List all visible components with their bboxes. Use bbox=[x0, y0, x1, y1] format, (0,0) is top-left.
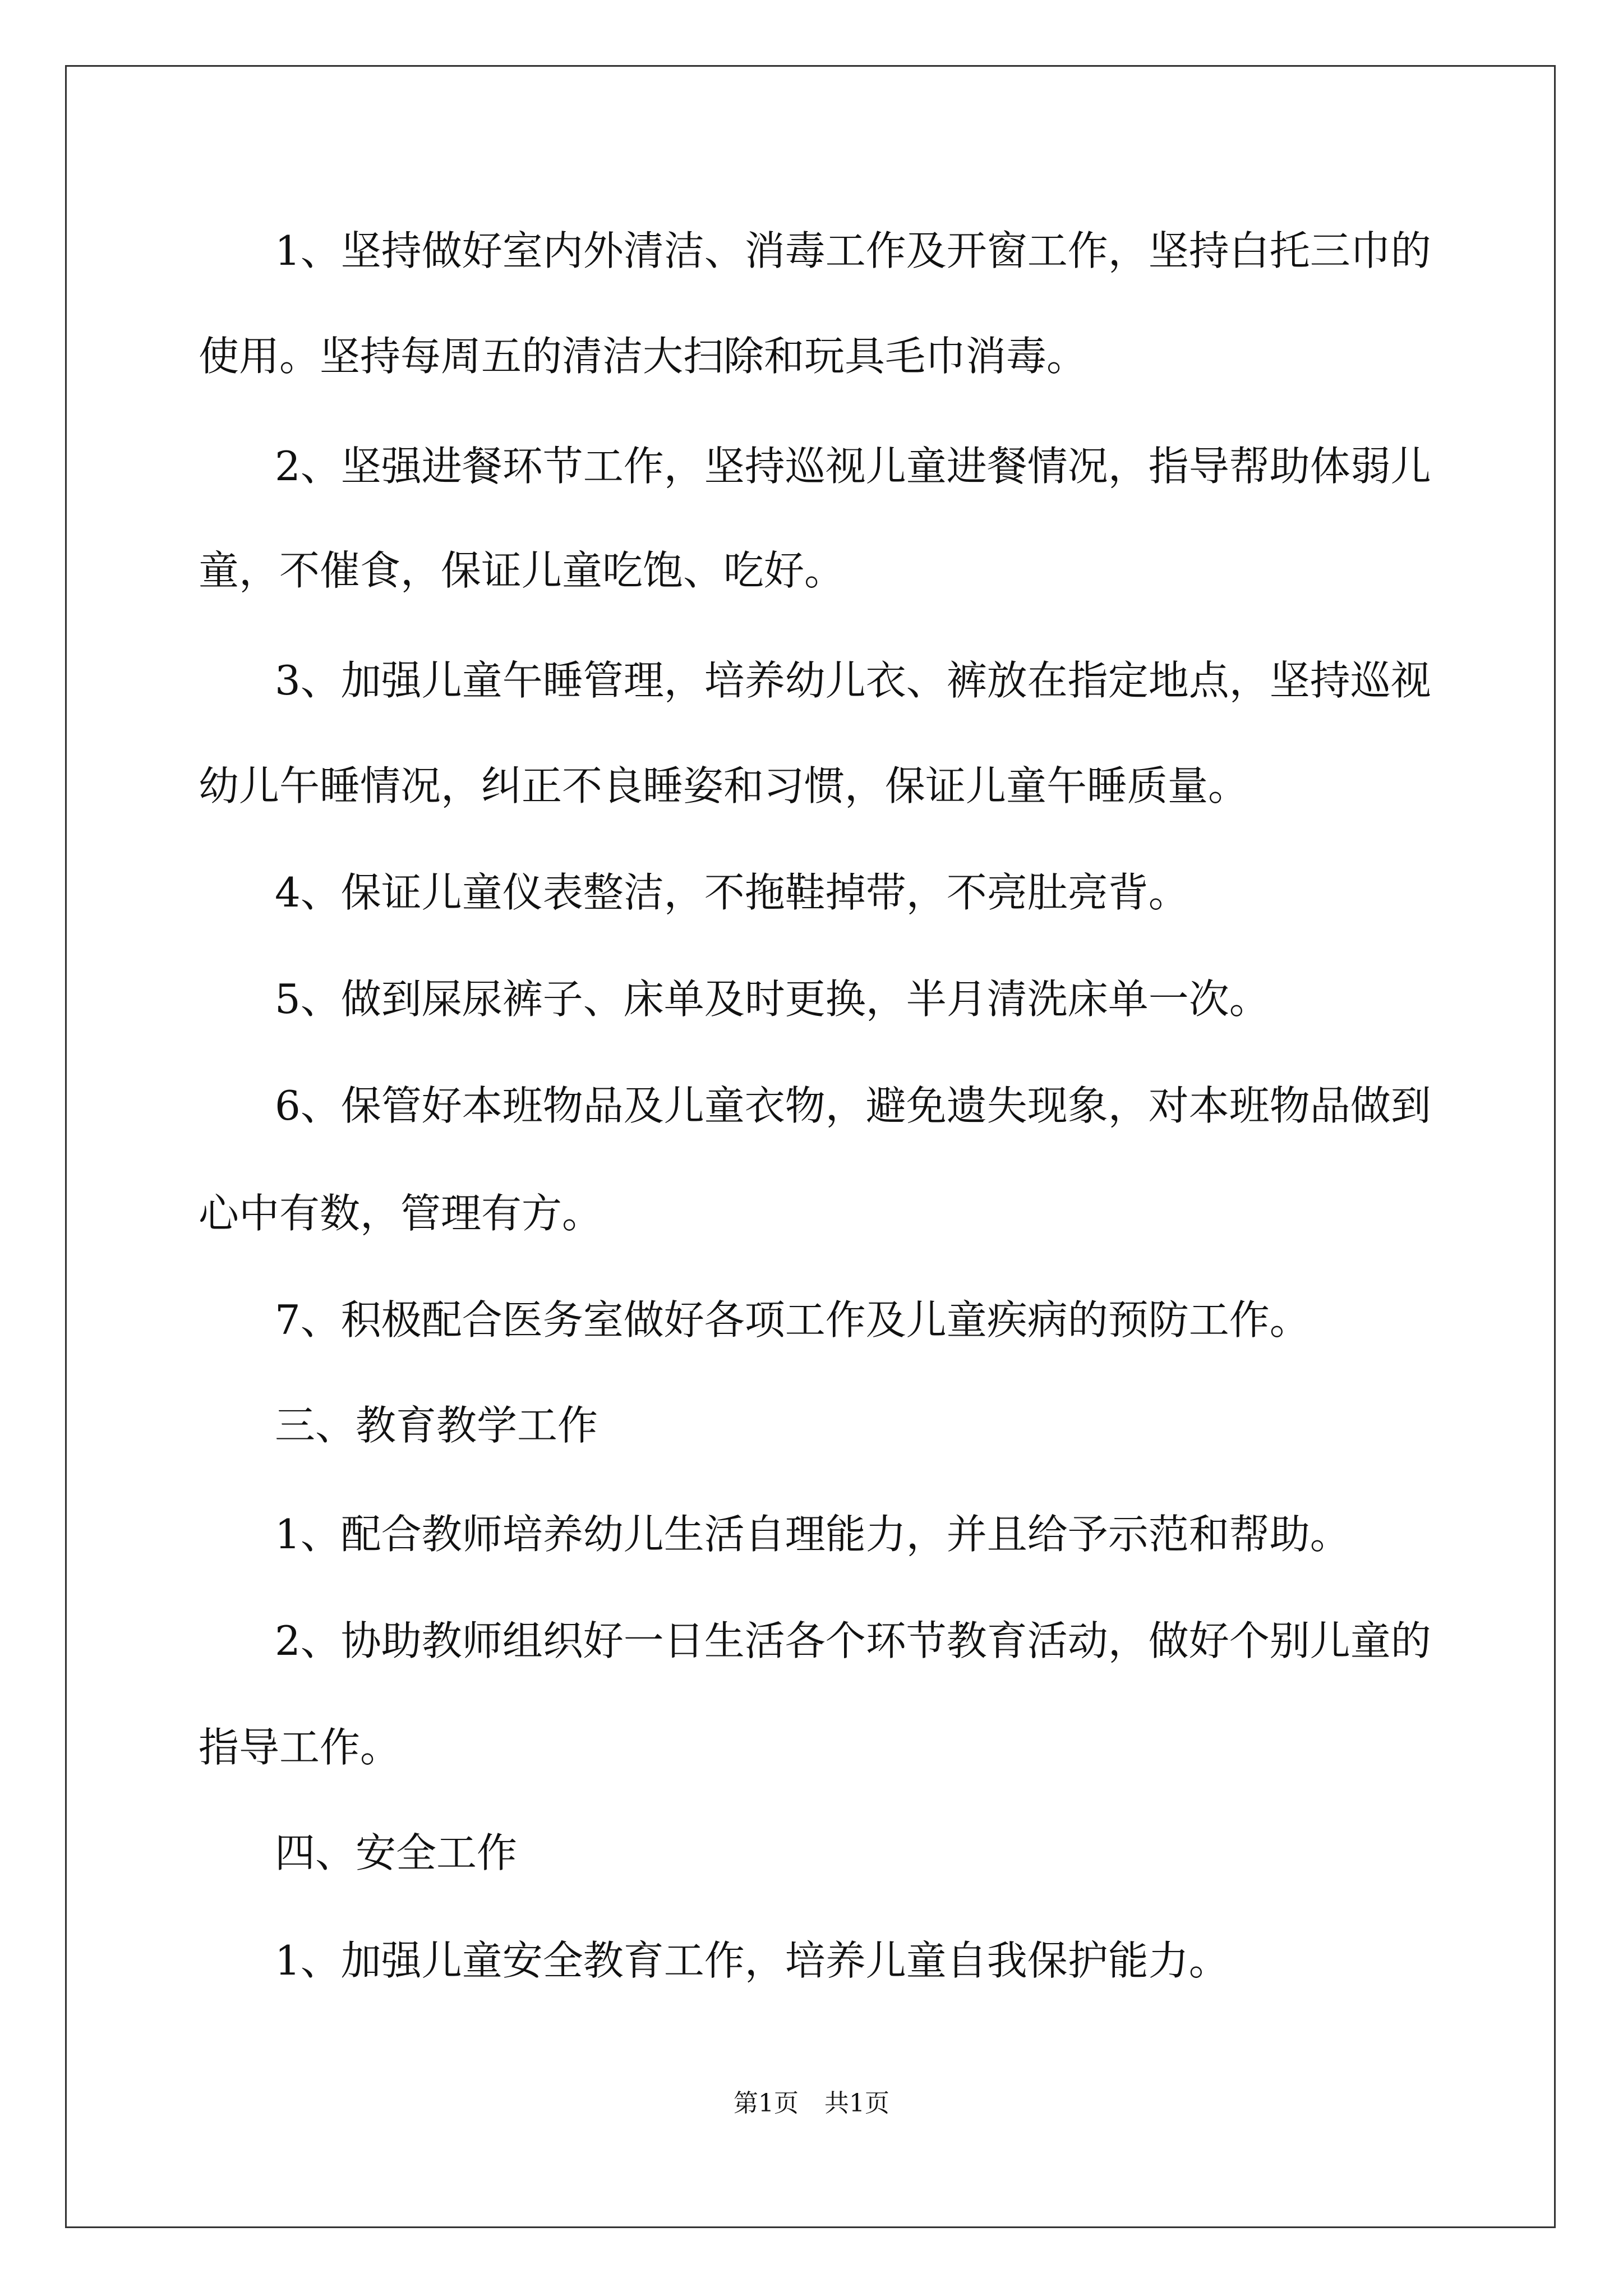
body-line: 1、坚持做好室内外清洁、消毒工作及开窗工作，坚持白托三巾的 bbox=[275, 227, 1431, 274]
body-line: 童，不催食，保证儿童吃饱、吃好。 bbox=[199, 547, 845, 594]
body-line: 1、配合教师培养幼儿生活自理能力，并且给予示范和帮助。 bbox=[275, 1511, 1350, 1558]
body-line: 3、加强儿童午睡管理，培养幼儿衣、裤放在指定地点，坚持巡视 bbox=[275, 657, 1431, 704]
page-number-total: 共1页 bbox=[824, 2089, 889, 2118]
section-heading: 三、教育教学工作 bbox=[275, 1402, 598, 1449]
body-line: 5、做到屎尿裤子、床单及时更换，半月清洗床单一次。 bbox=[275, 976, 1270, 1023]
page-footer bbox=[0, 2087, 1623, 2120]
body-line: 7、积极配合医务室做好各项工作及儿童疾病的预防工作。 bbox=[275, 1296, 1310, 1343]
page-number-current: 第1页 bbox=[734, 2089, 799, 2118]
body-line: 6、保管好本班物品及儿童衣物，避免遗失现象，对本班物品做到 bbox=[275, 1082, 1431, 1129]
body-line: 2、协助教师组织好一日生活各个环节教育活动，做好个别儿童的 bbox=[275, 1617, 1431, 1664]
page-border bbox=[65, 65, 1556, 2228]
section-heading: 四、安全工作 bbox=[275, 1829, 518, 1876]
body-line: 幼儿午睡情况，纠正不良睡姿和习惯，保证儿童午睡质量。 bbox=[199, 762, 1249, 809]
body-line: 心中有数，管理有方。 bbox=[199, 1190, 603, 1237]
body-line: 4、保证儿童仪表整洁，不拖鞋掉带，不亮肚亮背。 bbox=[275, 869, 1189, 916]
body-line: 1、加强儿童安全教育工作，培养儿童自我保护能力。 bbox=[275, 1937, 1229, 1984]
body-line: 2、坚强进餐环节工作，坚持巡视儿童进餐情况，指导帮助体弱儿 bbox=[275, 443, 1431, 490]
body-line: 使用。坚持每周五的清洁大扫除和玩具毛巾消毒。 bbox=[199, 333, 1087, 380]
body-line: 指导工作。 bbox=[199, 1724, 401, 1771]
